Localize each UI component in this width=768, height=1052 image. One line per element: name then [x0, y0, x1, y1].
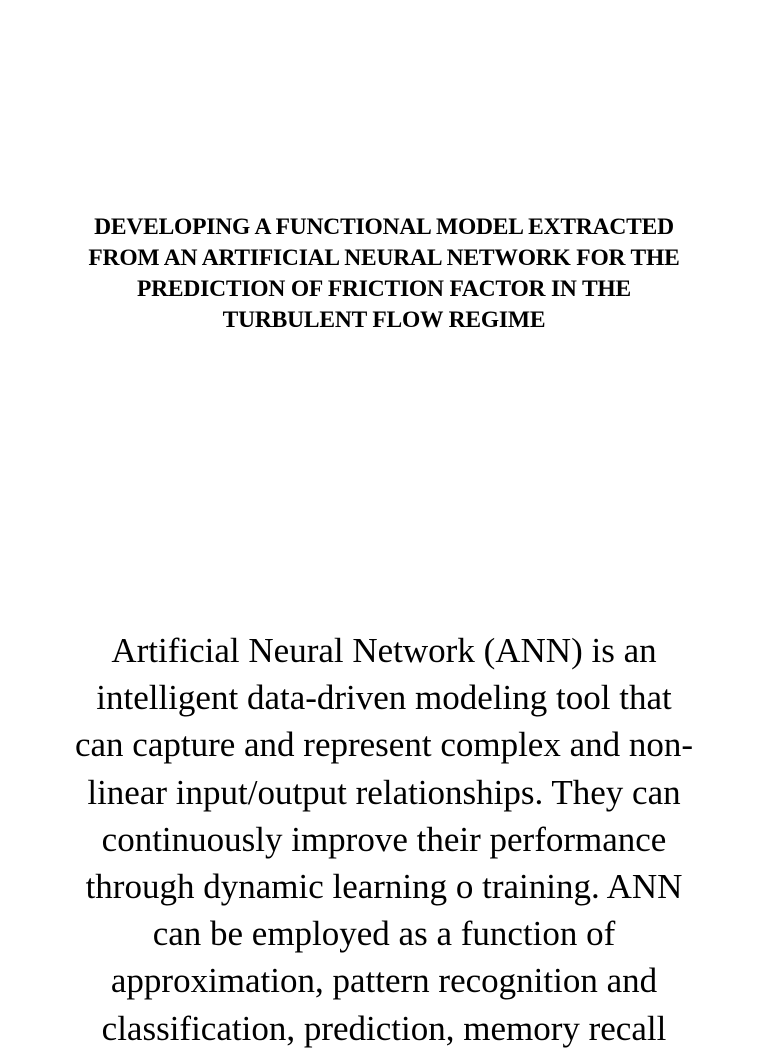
title-line-4: TURBULENT FLOW REGIME	[222, 307, 546, 333]
paragraph-line-6: through dynamic learning o training. ANN	[85, 867, 683, 907]
paragraph-line-2: intelligent data-driven modeling tool that	[96, 678, 672, 718]
document-title	[40, 212, 728, 336]
paragraph-line-9: classification, prediction, memory recall	[101, 1008, 667, 1048]
title-line-1: DEVELOPING A FUNCTIONAL MODEL EXTRACTED	[94, 214, 674, 240]
paragraph-line-4: linear input/output relationships. They can	[87, 772, 681, 812]
abstract-paragraph	[0, 627, 768, 1052]
title-line-2: FROM AN ARTIFICIAL NEURAL NETWORK FOR THE	[88, 245, 680, 271]
paragraph-line-7: can be employed as a function of	[152, 914, 616, 954]
title-line-3: PREDICTION OF FRICTION FACTOR IN THE	[137, 276, 631, 302]
paragraph-line-3: can capture and represent complex and non-	[74, 725, 694, 765]
paragraph-line-8: approximation, pattern recognition and	[110, 961, 658, 1001]
paragraph-line-5: continuously improve their performance	[101, 819, 667, 859]
paragraph-line-1: Artificial Neural Network (ANN) is an	[111, 631, 657, 670]
